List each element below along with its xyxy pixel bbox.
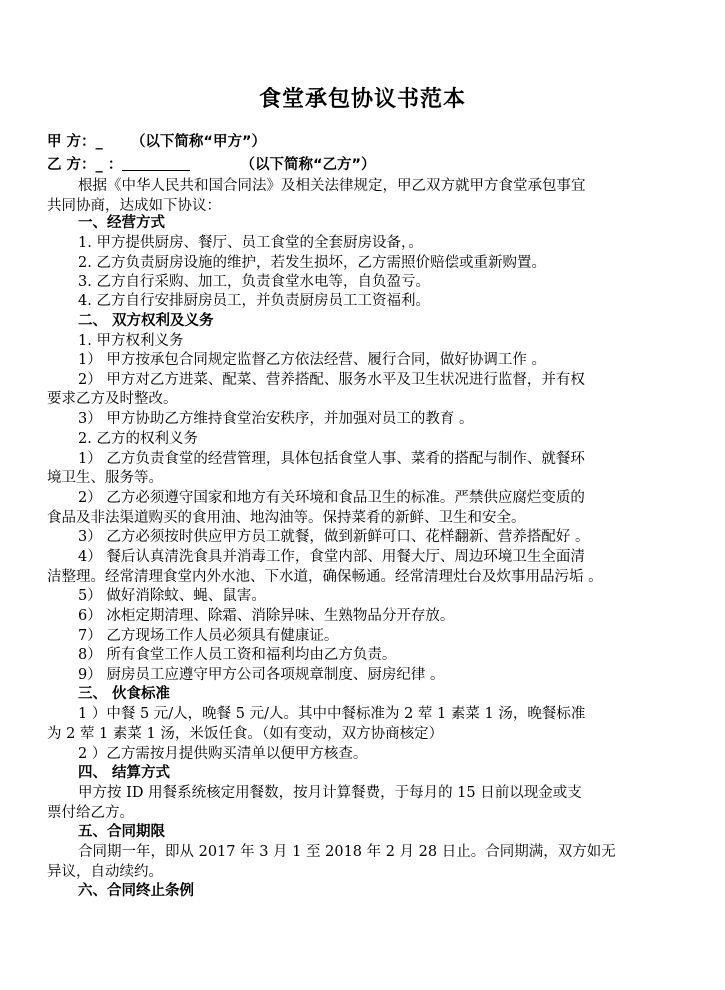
section-5-line: 异议，自动续约。	[47, 864, 163, 880]
section-1-item-2: 2. 乙方负责厨房设施的维护，若发生损坏，乙方需照价赔偿或重新购置。	[78, 255, 546, 271]
section-1-item-3: 3. 乙方自行采购、加工，负责食堂水电等，自负盈亏。	[78, 274, 430, 290]
section-2-line: 3） 甲方协助乙方维持食堂治安秩序，并加强对员工的教育 。	[78, 411, 474, 427]
section-3-heading: 三、 伙食标准	[78, 686, 171, 702]
section-2-line: 1） 乙方负责食堂的经营管理，具体包括食堂人事、菜肴的搭配与制作、就餐环	[78, 451, 585, 467]
section-5-line: 合同期一年，即从 2017 年 3 月 1 至 2018 年 2 月 28 日止。合同期满，双方如无	[78, 844, 616, 860]
section-3-line: 2 ）乙方需按月提供购买清单以便甲方核查。	[78, 746, 368, 762]
section-1-heading: 一、经营方式	[78, 215, 165, 231]
section-2-line: 2） 甲方对乙方进菜、配菜、营养搭配、服务水平及卫生状况进行监督，并有权	[78, 372, 585, 388]
section-2-line: 1） 甲方按承包合同规定监督乙方依法经营、履行合同，做好协调工作 。	[78, 352, 546, 368]
section-2-line: 2） 乙方必须遵守国家和地方有关环境和食品卫生的标准。严禁供应腐烂变质的	[78, 490, 585, 506]
party-b-line	[47, 154, 687, 175]
section-2-line: 食品及非法渠道购买的食用油、地沟油等。保持菜肴的新鲜、卫生和安全。	[47, 510, 526, 526]
section-2-line: 境卫生、服务等。	[47, 470, 163, 486]
party-a-line	[47, 132, 687, 152]
section-3-line: 为 2 荤 1 素菜 1 汤，米饭任食。（如有变动，双方协商核定）	[47, 726, 444, 742]
section-2-line: 5） 做好消除蚊、蝇、鼠害。	[78, 588, 266, 604]
section-4-line: 票付给乙方。	[47, 805, 134, 821]
party-a-label: 甲 方：_	[47, 134, 103, 150]
section-2-line: 2. 乙方的权利义务	[78, 431, 198, 447]
section-2-line: 8） 所有食堂工作人员工资和福利均由乙方负责。	[78, 647, 397, 663]
section-2-line: 9） 厨房员工应遵守甲方公司各项规章制度、厨房纪律 。	[78, 667, 445, 683]
section-2-line: 6） 冰柜定期清理、除霜、消除异味、生熟物品分开存放。	[78, 608, 455, 624]
section-2-line: 4） 餐后认真清洗食具并消毒工作，食堂内部、用餐大厅、周边环境卫生全面清	[78, 549, 585, 565]
section-2-heading: 二、 双方权利及义务	[78, 313, 214, 329]
section-2-line: 洁整理。经常清理食堂内外水池、下水道，确保畅通。经常清理灶台及炊事用品污垢 。	[47, 569, 603, 585]
section-4-line: 甲方按 ID 用餐系统核定用餐数，按月计算餐费，于每月的 15 日前以现金或支	[78, 785, 582, 801]
party-b-label: 乙 方：_ ：	[47, 157, 123, 173]
intro-line-1: 根据《中华人民共和国合同法》及相关法律规定，甲乙双方就甲方食堂承包事宜	[78, 178, 586, 194]
section-3-line: 1 ）中餐 5 元/人，晚餐 5 元/人。其中中餐标准为 2 荤 1 素菜 1 汤，晚餐标准	[78, 706, 586, 722]
section-4-heading: 四、 结算方式	[78, 765, 171, 781]
party-b-blank	[122, 154, 190, 171]
party-b-note: （以下简称“乙方”）	[240, 157, 376, 173]
section-2-line: 1. 甲方权利义务	[78, 333, 184, 349]
document-title: 食堂承包协议书范本	[258, 87, 466, 112]
intro-line-2: 共同协商，达成如下协议：	[47, 198, 221, 214]
section-2-line: 3） 乙方必须按时供应甲方员工就餐，做到新鲜可口、花样翻新、营养搭配好 。	[78, 529, 590, 545]
section-1-item-4: 4. 乙方自行安排厨房员工，并负责厨房员工工资福利。	[78, 293, 430, 309]
party-a-note: （以下简称“甲方”）	[130, 134, 266, 150]
section-2-line: 要求乙方及时整改。	[47, 391, 178, 407]
section-1-item-1: 1. 甲方提供厨房、餐厅、员工食堂的全套厨房设备，。	[78, 235, 423, 251]
section-6-heading: 六、合同终止条例	[78, 883, 194, 899]
section-2-line: 7） 乙方现场工作人员必须具有健康证。	[78, 628, 339, 644]
section-5-heading: 五、合同期限	[78, 824, 165, 840]
